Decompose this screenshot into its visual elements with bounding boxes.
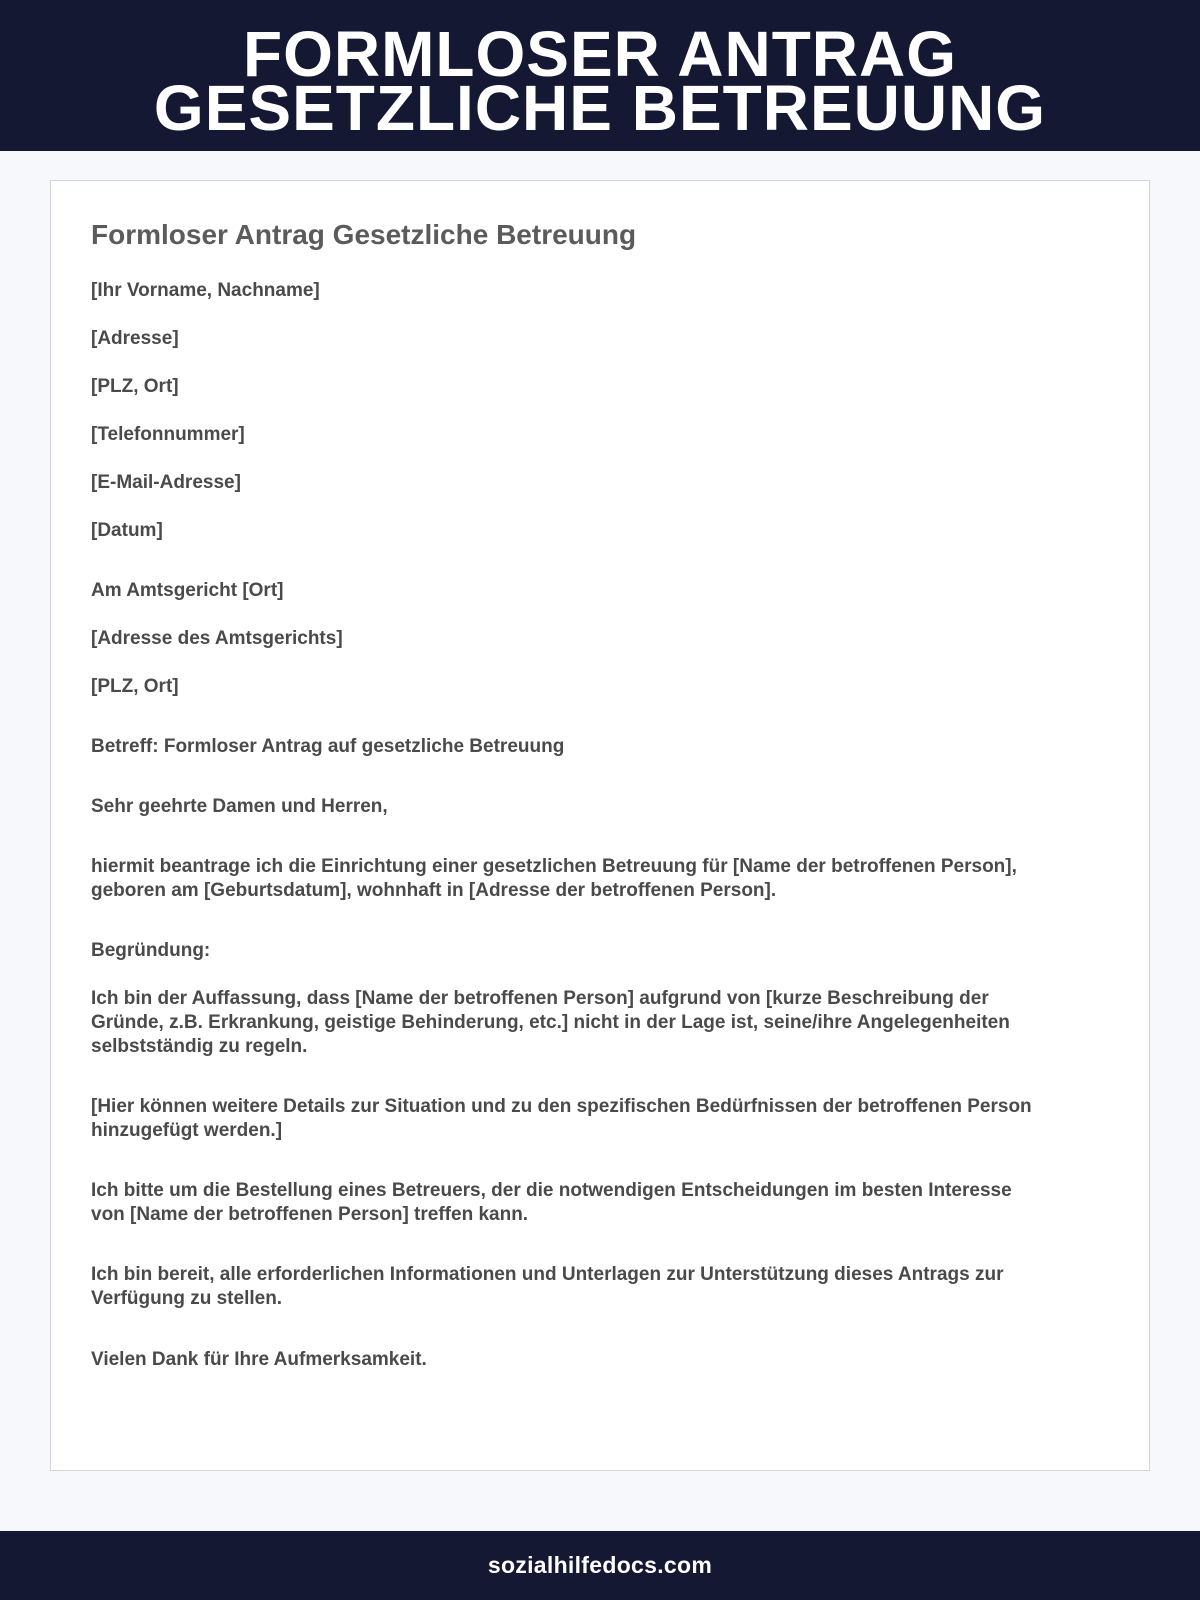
ready-line-1: Ich bin bereit, alle erforderlichen Informationen und Unterlagen zur Unterstützung dieses Antrags zur [91,1264,1004,1285]
recipient-court: Am Amtsgericht [Ort] [91,580,284,601]
sender-name: [Ihr Vorname, Nachname] [91,280,320,301]
document-card [50,180,1150,1471]
sender-city: [PLZ, Ort] [91,376,179,397]
page-header [0,0,1200,151]
reason-line-2: Gründe, z.B. Erkrankung, geistige Behinderung, etc.] nicht in der Lage ist, seine/ihre Angelegenheiten [91,1012,1010,1033]
request-line-1: Ich bitte um die Bestellung eines Betreuers, der die notwendigen Entscheidungen im besten Interesse [91,1180,1012,1201]
page-footer [0,1531,1200,1600]
intro-line-2: geboren am [Geburtsdatum], wohnhaft in [Adresse der betroffenen Person]. [91,880,777,901]
document-title: Formloser Antrag Gesetzliche Betreuung [91,219,637,250]
header-title-line-2: GESETZLICHE BETREUUNG [153,72,1047,144]
recipient-city: [PLZ, Ort] [91,676,179,697]
ready-line-2: Verfügung zu stellen. [91,1288,283,1309]
header-title-line-1: FORMLOSER ANTRAG [242,18,958,90]
sender-address: [Adresse] [91,328,179,349]
closing-line: Vielen Dank für Ihre Aufmerksamkeit. [91,1349,427,1370]
details-line-2: hinzugefügt werden.] [91,1120,283,1141]
request-line-2: von [Name der betroffenen Person] treffen kann. [91,1204,529,1225]
intro-line-1: hiermit beantrage ich die Einrichtung einer gesetzlichen Betreuung für [Name der betroffenen Person], [91,856,1017,877]
sender-date: [Datum] [91,520,163,541]
recipient-address: [Adresse des Amtsgerichts] [91,628,343,649]
reason-line-3: selbstständig zu regeln. [91,1036,308,1057]
reason-line-1: Ich bin der Auffassung, dass [Name der betroffenen Person] aufgrund von [kurze Beschreibung der [91,988,989,1009]
details-line-1: [Hier können weitere Details zur Situation und zu den spezifischen Bedürfnissen der betroffenen Person [91,1096,1032,1117]
reason-heading: Begründung: [91,940,211,961]
subject-line: Betreff: Formloser Antrag auf gesetzliche Betreuung [91,736,565,757]
sender-email: [E-Mail-Adresse] [91,472,241,493]
sender-phone: [Telefonnummer] [91,424,245,445]
footer-site-name: sozialhilfedocs.com [487,1552,713,1578]
salutation: Sehr geehrte Damen und Herren, [91,796,388,817]
